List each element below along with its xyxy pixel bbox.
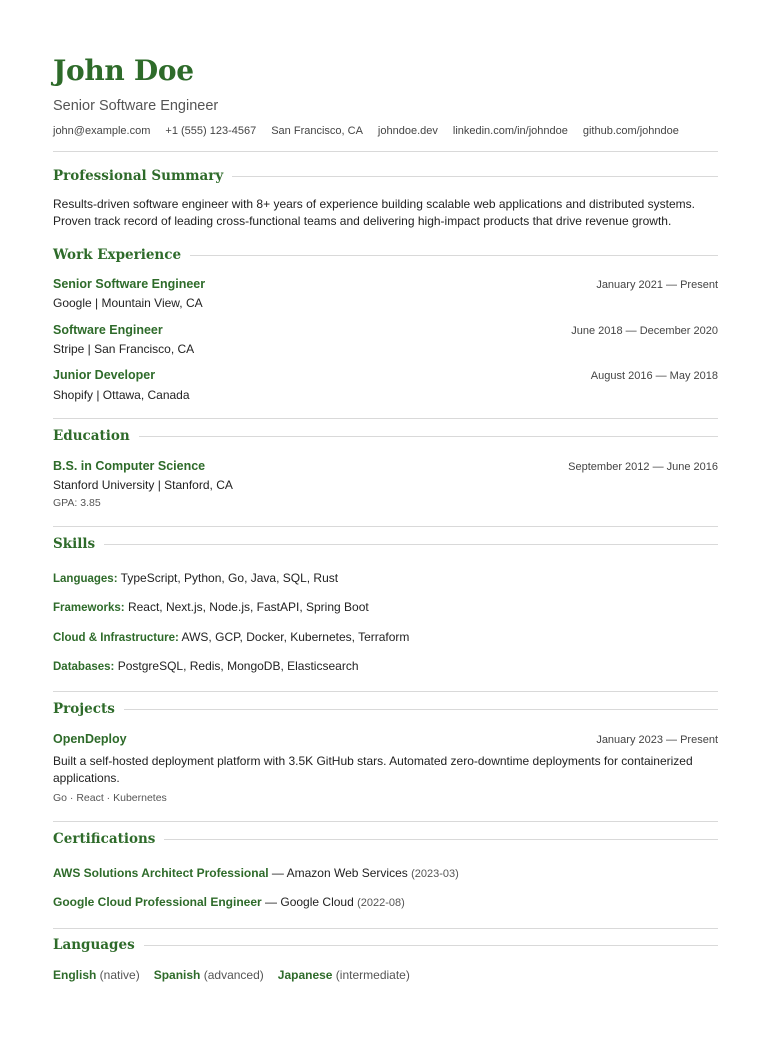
section-certifications-heading — [53, 829, 718, 849]
section-divider — [53, 928, 718, 929]
degree: B.S. in Computer Science — [53, 459, 206, 473]
section-divider — [53, 418, 718, 419]
job-dates: June 2018 — December 2020 — [571, 325, 718, 337]
section-title: Certifications — [53, 831, 156, 847]
job-header — [53, 323, 718, 337]
project-header — [53, 732, 718, 746]
heading-rule — [104, 544, 718, 545]
section-projects-heading — [53, 699, 718, 719]
skill-label: Frameworks: — [53, 602, 125, 614]
skill-value: React, Next.js, Node.js, FastAPI, Spring Boot — [127, 600, 369, 614]
project-name: OpenDeploy — [53, 732, 127, 746]
language-item — [53, 968, 140, 982]
cert-date: (2023-03) — [411, 868, 459, 880]
section-title: Skills — [53, 536, 96, 552]
language-name: English — [53, 968, 97, 982]
job-header — [53, 368, 718, 382]
job-title: Software Engineer — [53, 323, 163, 337]
project-dates: January 2023 — Present — [596, 734, 718, 746]
skill-row — [53, 600, 369, 616]
section-title: Projects — [53, 701, 115, 717]
school: Stanford University | Stanford, CA — [53, 478, 233, 492]
contact-email[interactable]: john@example.com — [53, 125, 151, 137]
skill-row — [53, 659, 359, 675]
language-item — [154, 968, 264, 982]
skill-value: TypeScript, Python, Go, Java, SQL, Rust — [120, 571, 339, 585]
heading-rule — [232, 176, 718, 177]
job-org: Google | Mountain View, CA — [53, 296, 203, 310]
contact-info — [53, 124, 694, 138]
gpa: GPA: 3.85 — [53, 497, 101, 509]
language-name: Spanish — [153, 968, 201, 982]
section-summary-heading — [53, 166, 718, 186]
skill-label: Databases: — [53, 661, 115, 673]
heading-rule — [190, 255, 718, 256]
project-tech: Go · React · Kubernetes — [53, 792, 167, 804]
cert-date: (2022-08) — [357, 897, 405, 909]
candidate-title: Senior Software Engineer — [53, 98, 219, 114]
contact-phone[interactable]: +1 (555) 123-4567 — [165, 125, 257, 137]
section-divider — [53, 691, 718, 692]
language-name: Japanese — [277, 968, 333, 982]
section-title: Professional Summary — [53, 168, 224, 184]
language-level: (intermediate) — [332, 968, 410, 982]
heading-rule — [144, 945, 718, 946]
language-level: (advanced) — [200, 968, 264, 982]
skill-label: Languages: — [53, 573, 118, 585]
section-languages-heading — [53, 935, 718, 955]
job-dates: August 2016 — May 2018 — [590, 370, 718, 382]
job-dates: January 2021 — Present — [596, 279, 718, 291]
cert-name: Google Cloud Professional Engineer — [53, 895, 262, 909]
job-org: Stripe | San Francisco, CA — [53, 342, 195, 356]
heading-rule — [139, 436, 718, 437]
contact-website[interactable]: johndoe.dev — [377, 125, 438, 137]
heading-rule — [124, 709, 718, 710]
job-title: Junior Developer — [53, 368, 156, 382]
contact-location: San Francisco, CA — [271, 125, 363, 137]
languages-list — [53, 968, 424, 983]
cert-issuer: — Amazon Web Services — [268, 866, 412, 880]
contact-linkedin[interactable]: linkedin.com/in/johndoe — [452, 125, 568, 137]
section-skills-heading — [53, 534, 718, 554]
candidate-name: John Doe — [53, 54, 194, 87]
section-experience-heading — [53, 245, 718, 265]
certification-item — [53, 866, 459, 882]
language-item — [278, 968, 410, 982]
skill-row — [53, 571, 338, 587]
summary-text: Results-driven software engineer with 8+ years of experience building scalable web applications and distributed systems. Proven track record of leading cross-functional teams and delivering high-impact products that drive revenue growth. — [53, 197, 696, 228]
skill-value: PostgreSQL, Redis, MongoDB, Elasticsearch — [117, 659, 359, 673]
section-title: Work Experience — [53, 247, 182, 263]
certification-item — [53, 895, 405, 911]
education-header — [53, 459, 718, 473]
project-description: Built a self-hosted deployment platform with 3.5K GitHub stars. Automated zero-downtime deployments for containerized applications. — [53, 754, 693, 785]
job-org: Shopify | Ottawa, Canada — [53, 388, 190, 402]
heading-rule — [164, 839, 718, 840]
section-divider — [53, 526, 718, 527]
skill-value: AWS, GCP, Docker, Kubernetes, Terraform — [181, 630, 410, 644]
education-dates: September 2012 — June 2016 — [568, 461, 718, 473]
job-header — [53, 277, 718, 291]
skill-row — [53, 630, 409, 646]
section-divider — [53, 821, 718, 822]
section-title: Languages — [53, 937, 135, 953]
contact-github[interactable]: github.com/johndoe — [582, 125, 679, 137]
skill-label: Cloud & Infrastructure: — [53, 632, 179, 644]
cert-issuer: — Google Cloud — [261, 895, 358, 909]
job-title: Senior Software Engineer — [53, 277, 206, 291]
language-level: (native) — [96, 968, 140, 982]
section-title: Education — [53, 428, 130, 444]
header-divider — [53, 151, 718, 152]
section-education-heading — [53, 426, 718, 446]
cert-name: AWS Solutions Architect Professional — [53, 866, 269, 880]
